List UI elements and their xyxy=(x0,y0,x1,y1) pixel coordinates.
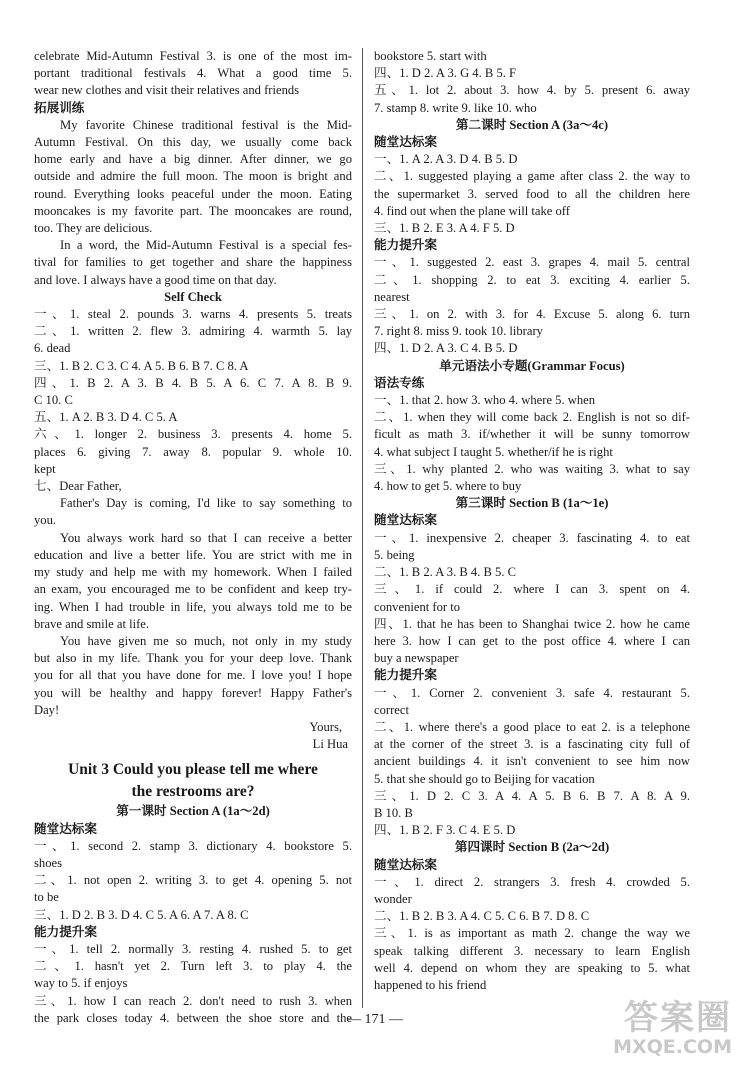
text-line: here 3. how I can get to the post office 4. where I can xyxy=(374,633,690,648)
text-line: 四、1. D 2. A 3. G 4. B 5. F xyxy=(374,66,517,81)
text-line: and love. I always have a good time on that day. xyxy=(34,272,277,287)
text-line: way to 5. if enjoys xyxy=(34,976,128,991)
text-line: 五、1. lot 2. about 3. how 4. by 5. present 6. away xyxy=(374,83,690,98)
text-line: Day! xyxy=(34,702,60,717)
text-line: 二、1. suggested playing a game after class 2. the way to xyxy=(374,169,690,184)
text-line: happened to his friend xyxy=(374,977,487,992)
text-line: 一、1. steal 2. pounds 3. warns 4. presents 5. treats xyxy=(34,307,352,322)
text-line: 六、1. longer 2. business 3. presents 4. home 5. xyxy=(34,427,352,442)
text-line: 二、1. hasn't yet 2. Turn left 3. to play 4. the xyxy=(34,959,352,974)
text-line: wonder xyxy=(374,891,412,906)
lesson-title: 第三课时 Section B (1a～1e) xyxy=(455,496,609,511)
lesson-title: 单元语法小专题(Grammar Focus) xyxy=(439,358,625,373)
text-line: 一、1. tell 2. normally 3. resting 4. rushed 5. to get xyxy=(34,941,352,956)
left-column xyxy=(34,48,352,1027)
text-line: you. xyxy=(34,513,57,528)
watermark-logo: 答案圈 xyxy=(624,998,732,1038)
text-line: 一、1. suggested 2. east 3. grapes 4. mail 5. central xyxy=(374,255,690,270)
text-line: 二、1. B 2. B 3. A 4. C 5. C 6. B 7. D 8. C xyxy=(374,909,590,924)
text-line: round. Everything looks peaceful under the moon. Eating xyxy=(34,186,352,201)
text-line: 三、1. why planted 2. who was waiting 3. what to say xyxy=(374,461,690,476)
text-line: 7. right 8. miss 9. took 10. library xyxy=(374,324,543,339)
text-line: 二、1. B 2. A 3. B 4. B 5. C xyxy=(374,565,517,580)
text-line: In a word, the Mid-Autumn Festival is a special fes- xyxy=(60,238,352,253)
section-heading: 拓展训练 xyxy=(34,100,85,115)
text-line: 4. how to get 5. where to buy xyxy=(374,479,522,494)
watermark xyxy=(613,1000,732,1058)
text-line: 三、1. on 2. with 3. for 4. Excuse 5. along 6. turn xyxy=(374,307,690,322)
text-line: mooncakes is my favorite part. The mooncakes are round, xyxy=(34,203,352,218)
text-line: 四、1. that he has been to Shanghai twice 2. how he came xyxy=(374,616,690,631)
text-line: at the corner of the street 3. is a fascinating city full of xyxy=(374,737,690,752)
text-line: 三、1. how I can reach 2. don't need to rush 3. when xyxy=(34,993,352,1008)
letter-signature: Yours, xyxy=(309,719,342,734)
column-divider xyxy=(362,48,363,1008)
text-line: 四、1. D 2. A 3. C 4. B 5. D xyxy=(374,341,518,356)
letter-signature: Li Hua xyxy=(312,737,348,752)
text-line: correct xyxy=(374,702,409,717)
text-line: 4. what subject I taught 5. whether/if he is right xyxy=(374,444,613,459)
text-line: 三、1. if could 2. where I can 3. spent on 4. xyxy=(374,582,690,597)
text-line: 一、1. A 2. A 3. D 4. B 5. D xyxy=(374,152,518,167)
section-heading: 随堂达标案 xyxy=(374,135,437,150)
right-column xyxy=(374,48,690,994)
text-line: 7. stamp 8. write 9. like 10. who xyxy=(374,100,537,115)
text-line: home early and have a big dinner. After dinner, we go xyxy=(34,152,352,167)
lesson-title: 第二课时 Section A (3a～4c) xyxy=(455,117,609,132)
text-line: 一、1. Corner 2. convenient 3. safe 4. restaurant 5. xyxy=(374,685,690,700)
text-line: wear new clothes and visit their relatives and friends xyxy=(34,83,300,98)
text-line: 6. dead xyxy=(34,341,71,356)
text-line: You always work hard so that I can receive a better xyxy=(60,530,352,545)
unit-title: the restrooms are? xyxy=(131,783,255,801)
text-line: 二、1. shopping 2. to eat 3. exciting 4. earlier 5. xyxy=(374,272,690,287)
text-line: brave and smile at life. xyxy=(34,616,150,631)
text-line: bookstore 5. start with xyxy=(374,49,487,63)
text-line: education and live a better life. You are strict with me in xyxy=(34,547,352,562)
text-line: 4. find out when the plane will take off xyxy=(374,203,570,218)
text-line: C 10. C xyxy=(34,393,73,408)
page-number: — 171 — xyxy=(347,1012,403,1027)
text-line: ancient buildings 4. it isn't convenient to see him now xyxy=(374,754,690,769)
watermark-url: MXQE.COM xyxy=(613,1036,732,1058)
text-line: portant traditional festivals 4. What a good time 5. xyxy=(34,66,352,81)
text-line: 四、1. B 2. F 3. C 4. E 5. D xyxy=(374,823,516,838)
unit-title: Unit 3 Could you please tell me where xyxy=(68,761,318,779)
text-line: but also in my life. Thank you for your deep love. Thank xyxy=(34,651,352,666)
text-line: to be xyxy=(34,890,59,905)
text-line: 一、1. that 2. how 3. who 4. where 5. when xyxy=(374,393,596,408)
section-heading: 随堂达标案 xyxy=(374,513,437,528)
text-line: an exam, you encouraged me to be confident and keep try- xyxy=(34,582,352,597)
text-line: 三、1. B 2. E 3. A 4. F 5. D xyxy=(374,221,515,236)
text-line: convenient for to xyxy=(374,599,461,614)
text-line: you will be healthy and happy forever! Happy Father's xyxy=(34,685,352,700)
section-heading: 能力提升案 xyxy=(34,924,97,939)
text-line: 一、1. direct 2. strangers 3. fresh 4. crowded 5. xyxy=(374,874,690,889)
text-line: You have given me so much, not only in my study xyxy=(60,633,352,648)
text-line: places 6. giving 7. away 8. popular 9. whole 10. xyxy=(34,444,352,459)
text-line: 二、1. when they will come back 2. English is not so dif- xyxy=(374,410,690,425)
text-line: Autumn Festival. On this day, we usually come back xyxy=(34,135,352,150)
text-line: well 4. depend on whom they are speaking to 5. what xyxy=(374,960,690,975)
text-line: the park closes today 4. between the shoe store and the xyxy=(34,1010,352,1025)
section-heading: 语法专练 xyxy=(374,375,425,390)
text-line: 三、1. D 2. B 3. D 4. C 5. A 6. A 7. A 8. C xyxy=(34,907,249,922)
text-line: ficult as math 3. if/whether it will be sunny tomorrow xyxy=(374,427,690,442)
text-line: 五、1. A 2. B 3. D 4. C 5. A xyxy=(34,410,178,425)
text-line: outside and admire the full moon. The moon is bright and xyxy=(34,169,352,184)
text-line: 七、Dear Father, xyxy=(34,479,122,494)
text-line: 一、1. inexpensive 2. cheaper 3. fascinating 4. to eat xyxy=(374,530,690,545)
section-heading: 随堂达标案 xyxy=(374,857,437,872)
text-line: you for all that you have done for me. I love you! I hope xyxy=(34,668,352,683)
text-line: buy a newspaper xyxy=(374,651,459,666)
text-line: 三、1. D 2. C 3. A 4. A 5. B 6. B 7. A 8. A 9. xyxy=(374,788,690,803)
text-line: shoes xyxy=(34,855,62,870)
text-line: 二、1. where there's a good place to eat 2. is a telephone xyxy=(374,719,690,734)
text-line: 一、1. second 2. stamp 3. dictionary 4. bookstore 5. xyxy=(34,838,352,853)
text-line: My favorite Chinese traditional festival is the Mid- xyxy=(60,117,352,132)
section-heading: 能力提升案 xyxy=(374,668,437,683)
text-line: too. They are delicious. xyxy=(34,221,153,236)
text-line: Father's Day is coming, I'd like to say something to xyxy=(60,496,352,511)
lesson-title: 第四课时 Section B (2a～2d) xyxy=(454,840,610,855)
text-line: my study and help me with my homework. When I failed xyxy=(34,565,352,580)
text-line: 5. that she should go to Beijing for vacation xyxy=(374,771,595,786)
text-line: 5. being xyxy=(374,547,415,562)
text-line: celebrate Mid-Autumn Festival 3. is one of the most im- xyxy=(34,49,352,63)
text-line: 二、1. written 2. flew 3. admiring 4. warmth 5. lay xyxy=(34,324,352,339)
text-line: speak talking different 3. necessary to learn English xyxy=(374,943,690,958)
text-line: ing. When I had trouble in life, you always told me to be xyxy=(34,599,352,614)
text-line: nearest xyxy=(374,289,410,304)
text-line: 二、1. not open 2. writing 3. to get 4. opening 5. not xyxy=(34,873,352,888)
section-heading: 随堂达标案 xyxy=(34,821,97,836)
text-line: tival for families to get together and share the happiness xyxy=(34,255,352,270)
text-line: 四、1. B 2. A 3. B 4. B 5. A 6. C 7. A 8. B 9. xyxy=(34,375,352,390)
section-heading: 能力提升案 xyxy=(374,238,437,253)
text-line: B 10. B xyxy=(374,805,413,820)
lesson-title: 第一课时 Section A (1a～2d) xyxy=(116,804,270,819)
text-line: 三、1. is as important as math 2. change the way we xyxy=(374,926,690,941)
text-line: kept xyxy=(34,461,56,476)
text-line: the supermarket 3. served food to all the children here xyxy=(374,186,690,201)
text-line: 三、1. B 2. C 3. C 4. A 5. B 6. B 7. C 8. A xyxy=(34,358,249,373)
lesson-title: Self Check xyxy=(164,289,222,304)
